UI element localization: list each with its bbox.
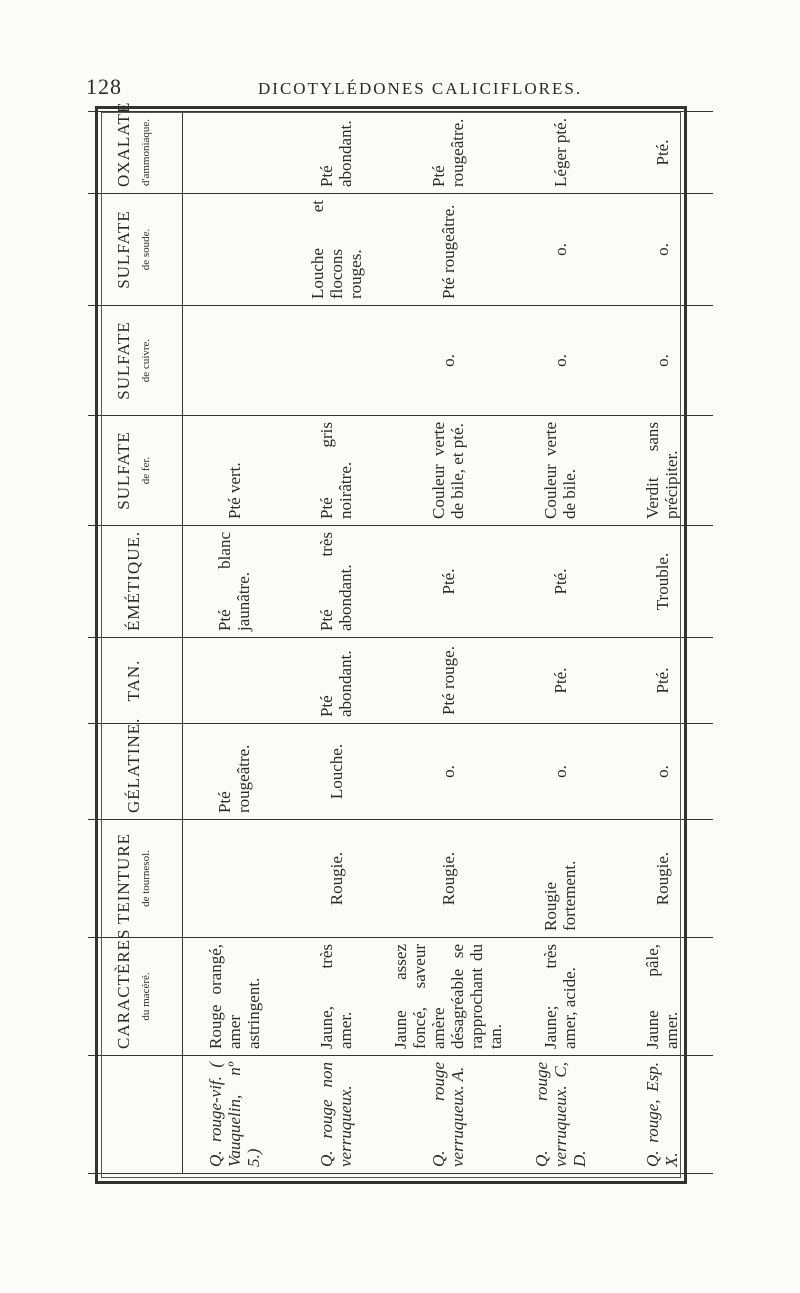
table-frame — [95, 101, 687, 1184]
table-cell: o. — [611, 194, 713, 306]
column-header-caracteres: CARACTÈRES du macéré. — [88, 938, 183, 1056]
table-row — [285, 112, 387, 1174]
table-row — [183, 112, 286, 1174]
table-cell: Louche et flocons rouges. — [285, 194, 387, 306]
table-cell: Pté. — [509, 526, 611, 638]
table-cell: Pté vert. — [183, 416, 286, 526]
table-cell: Pté. — [611, 112, 713, 194]
table-cell: o. — [611, 306, 713, 416]
table-cell: Couleur verte de bile. — [509, 416, 611, 526]
header-row — [88, 112, 183, 1174]
table-cell: Pté rougeâtre. — [387, 194, 509, 306]
table-cell: Jaune assez foncé, saveur amère désagréable se rapprochant du tan. — [387, 938, 509, 1056]
table-row — [387, 112, 509, 1174]
table-cell: Verdit sans précipiter. — [611, 416, 713, 526]
table-cell: o. — [387, 724, 509, 820]
column-header-sulfate-soude: SULFATE de soude. — [88, 194, 183, 306]
table-cell: Jaune; très amer, acide. — [509, 938, 611, 1056]
table-cell: Rougie. — [285, 820, 387, 938]
column-header-sulfate-cuivre: SULFATE de cuivre. — [88, 306, 183, 416]
table-cell: Louche. — [285, 724, 387, 820]
column-header-tan: TAN. — [88, 638, 183, 724]
rotated-table-container — [88, 101, 681, 1174]
column-header-oxalate: OXALATE d'ammoniaque. — [88, 112, 183, 194]
table-cell: Rougie fortement. — [509, 820, 611, 938]
table-cell: Pté. — [387, 526, 509, 638]
table-cell: Pté blanc jaunâtre. — [183, 526, 286, 638]
table-cell: Pté rougeâtre. — [387, 112, 509, 194]
table-cell: Jaune pâle, amer. — [611, 938, 713, 1056]
table-row — [509, 112, 611, 1174]
table-cell: Q. rouge verruqueux. A. — [387, 1056, 509, 1174]
table-cell: Q. rouge-vif. ( Vauquelin, nº 5.) — [183, 1056, 286, 1174]
table-cell: Trouble. — [611, 526, 713, 638]
table-cell: Pté abondant. — [285, 112, 387, 194]
table-cell: Pté abondant. — [285, 638, 387, 724]
table-cell: Rouge orangé, amer astringent. — [183, 938, 286, 1056]
table-cell — [183, 194, 286, 306]
reagent-table — [88, 101, 713, 1174]
column-header-species — [88, 1056, 183, 1174]
table-cell: o. — [509, 724, 611, 820]
column-header-teinture: TEINTURE de tournesol. — [88, 820, 183, 938]
table-cell: Jaune, très amer. — [285, 938, 387, 1056]
column-header-emetique: ÉMÉTIQUE. — [88, 526, 183, 638]
table-cell: Pté rouge. — [387, 638, 509, 724]
table-cell: Pté très abondant. — [285, 526, 387, 638]
table-cell — [285, 306, 387, 416]
table-cell: Q. rouge, Esp. X. — [611, 1056, 713, 1174]
running-title: DICOTYLÉDONES CALICIFLORES. — [258, 79, 583, 98]
table-cell: Q. rouge non verruqueux. — [285, 1056, 387, 1174]
page-number: 128 — [86, 74, 122, 99]
table-cell: Rougie. — [611, 820, 713, 938]
table-cell: Q. rouge verruqueux. C, D. — [509, 1056, 611, 1174]
table-cell: o. — [611, 724, 713, 820]
table-cell: o. — [509, 306, 611, 416]
table-cell: Couleur verte de bile, et pté. — [387, 416, 509, 526]
table-cell — [183, 638, 286, 724]
table-cell — [183, 306, 286, 416]
table-cell: o. — [509, 194, 611, 306]
table-cell — [183, 820, 286, 938]
table-cell: Léger pté. — [509, 112, 611, 194]
table-cell: Pté. — [611, 638, 713, 724]
table-cell — [183, 112, 286, 194]
table-cell: o. — [387, 306, 509, 416]
column-header-sulfate-fer: SULFATE de fer. — [88, 416, 183, 526]
table-cell: Pté rougeâtre. — [183, 724, 286, 820]
table-cell: Rougie. — [387, 820, 509, 938]
column-header-gelatine: GÉLATINE. — [88, 724, 183, 820]
table-cell: Pté. — [509, 638, 611, 724]
table-row — [611, 112, 713, 1174]
table-cell: Pté gris noirâtre. — [285, 416, 387, 526]
